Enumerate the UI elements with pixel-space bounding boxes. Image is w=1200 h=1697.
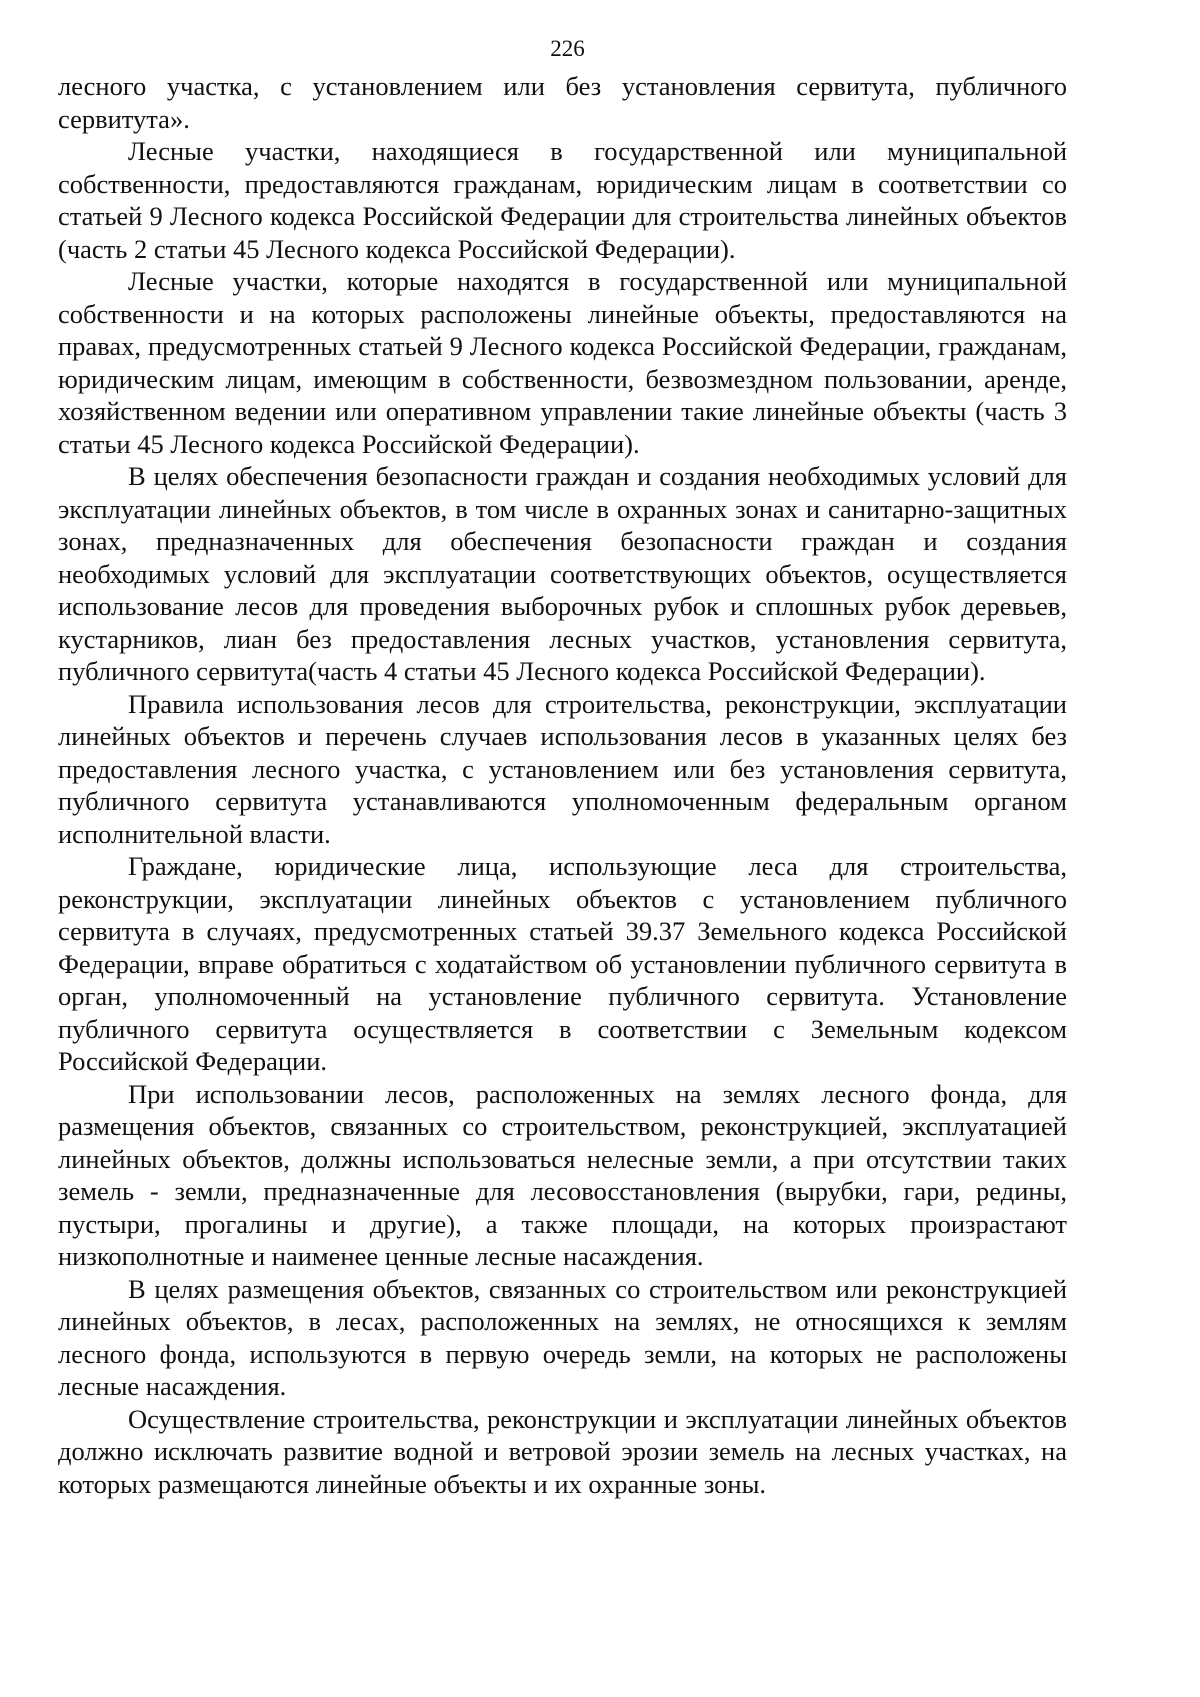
paragraph-lands-outside-forest-fund: В целях размещения объектов, связанных со строительством или реконструкцией линейных объектов, в лесах, расположенных на землях, не относящихся к землям лесного фонда, используются в первую очередь земли, на которых не расположены лесные насаждения.	[58, 1273, 1067, 1401]
paragraph-non-forest-lands: При использовании лесов, расположенных на землях лесного фонда, для размещения объектов, связанных со строительством, реконструкцией, эксплуатацией линейных объектов, должны использоваться нелесные земли, а при отсутствии таких земель - земли, предназначенные для лесовосстановления (вырубки, гари, редины, пустыри, прогалины и другие), а также площади, на которых произрастают низкополнотные и наименее ценные лесные насаждения.	[58, 1078, 1067, 1271]
paragraph-forest-plots-with-linear-objects: Лесные участки, которые находятся в государственной или муниципальной собственности и на которых расположены линейные объекты, предоставляются на правах, предусмотренных статьей 9 Лесного кодекса Российской Федерации, гражданам, юридическим лицам, имеющим в собственности, безвозмездном пользовании, аренде, хозяйственном ведении или оперативном управлении такие линейные объекты (часть 3 статьи 45 Лесного кодекса Российской Федерации).	[58, 266, 1067, 459]
paragraph-public-servitude: Граждане, юридические лица, использующие леса для строительства, реконструкции, эксплуатации линейных объектов с установлением публичного сервитута в случаях, предусмотренных статьей 39.37 Земельного кодекса Российской Федерации, вправе обратиться с ходатайством об установлении публичного сервитута в орган, уполномоченный на установление публичного сервитута. Установление публичного сервитута осуществляется в соответствии с Земельным кодексом Российской Федерации.	[58, 851, 1067, 1076]
paragraph-continuation: лесного участка, с установлением или без установления сервитута, публичного сервитута».	[58, 71, 1067, 134]
paragraph-erosion-prevention: Осуществление строительства, реконструкции и эксплуатации линейных объектов должно исключать развитие водной и ветровой эрозии земель на лесных участках, на которых размещаются линейные объекты и их охранные зоны.	[58, 1403, 1067, 1499]
page-number: 226	[550, 36, 585, 61]
paragraph-forest-use-rules: Правила использования лесов для строительства, реконструкции, эксплуатации линейных объектов и перечень случаев использования лесов в указанных целях без предоставления лесного участка, с установлением или без установления сервитута, публичного сервитута устанавливаются уполномоченным федеральным органом исполнительной власти.	[58, 688, 1067, 849]
paragraph-forest-plots-state-ownership: Лесные участки, находящиеся в государственной или муниципальной собственности, предоставляются гражданам, юридическим лицам в соответствии со статьей 9 Лесного кодекса Российской Федерации для строительства линейных объектов (часть 2 статьи 45 Лесного кодекса Российской Федерации).	[58, 136, 1067, 264]
paragraph-safety-cutting: В целях обеспечения безопасности граждан и создания необходимых условий для эксплуатации линейных объектов, в том числе в охранных зонах и санитарно-защитных зонах, предназначенных для обеспечения безопасности граждан и создания необходимых условий для эксплуатации соответствующих объектов, осуществляется использование лесов для проведения выборочных рубок и сплошных рубок деревьев, кустарников, лиан без предоставления лесных участков, установления сервитута, публичного сервитута(часть 4 статьи 45 Лесного кодекса Российской Федерации).	[58, 461, 1067, 686]
